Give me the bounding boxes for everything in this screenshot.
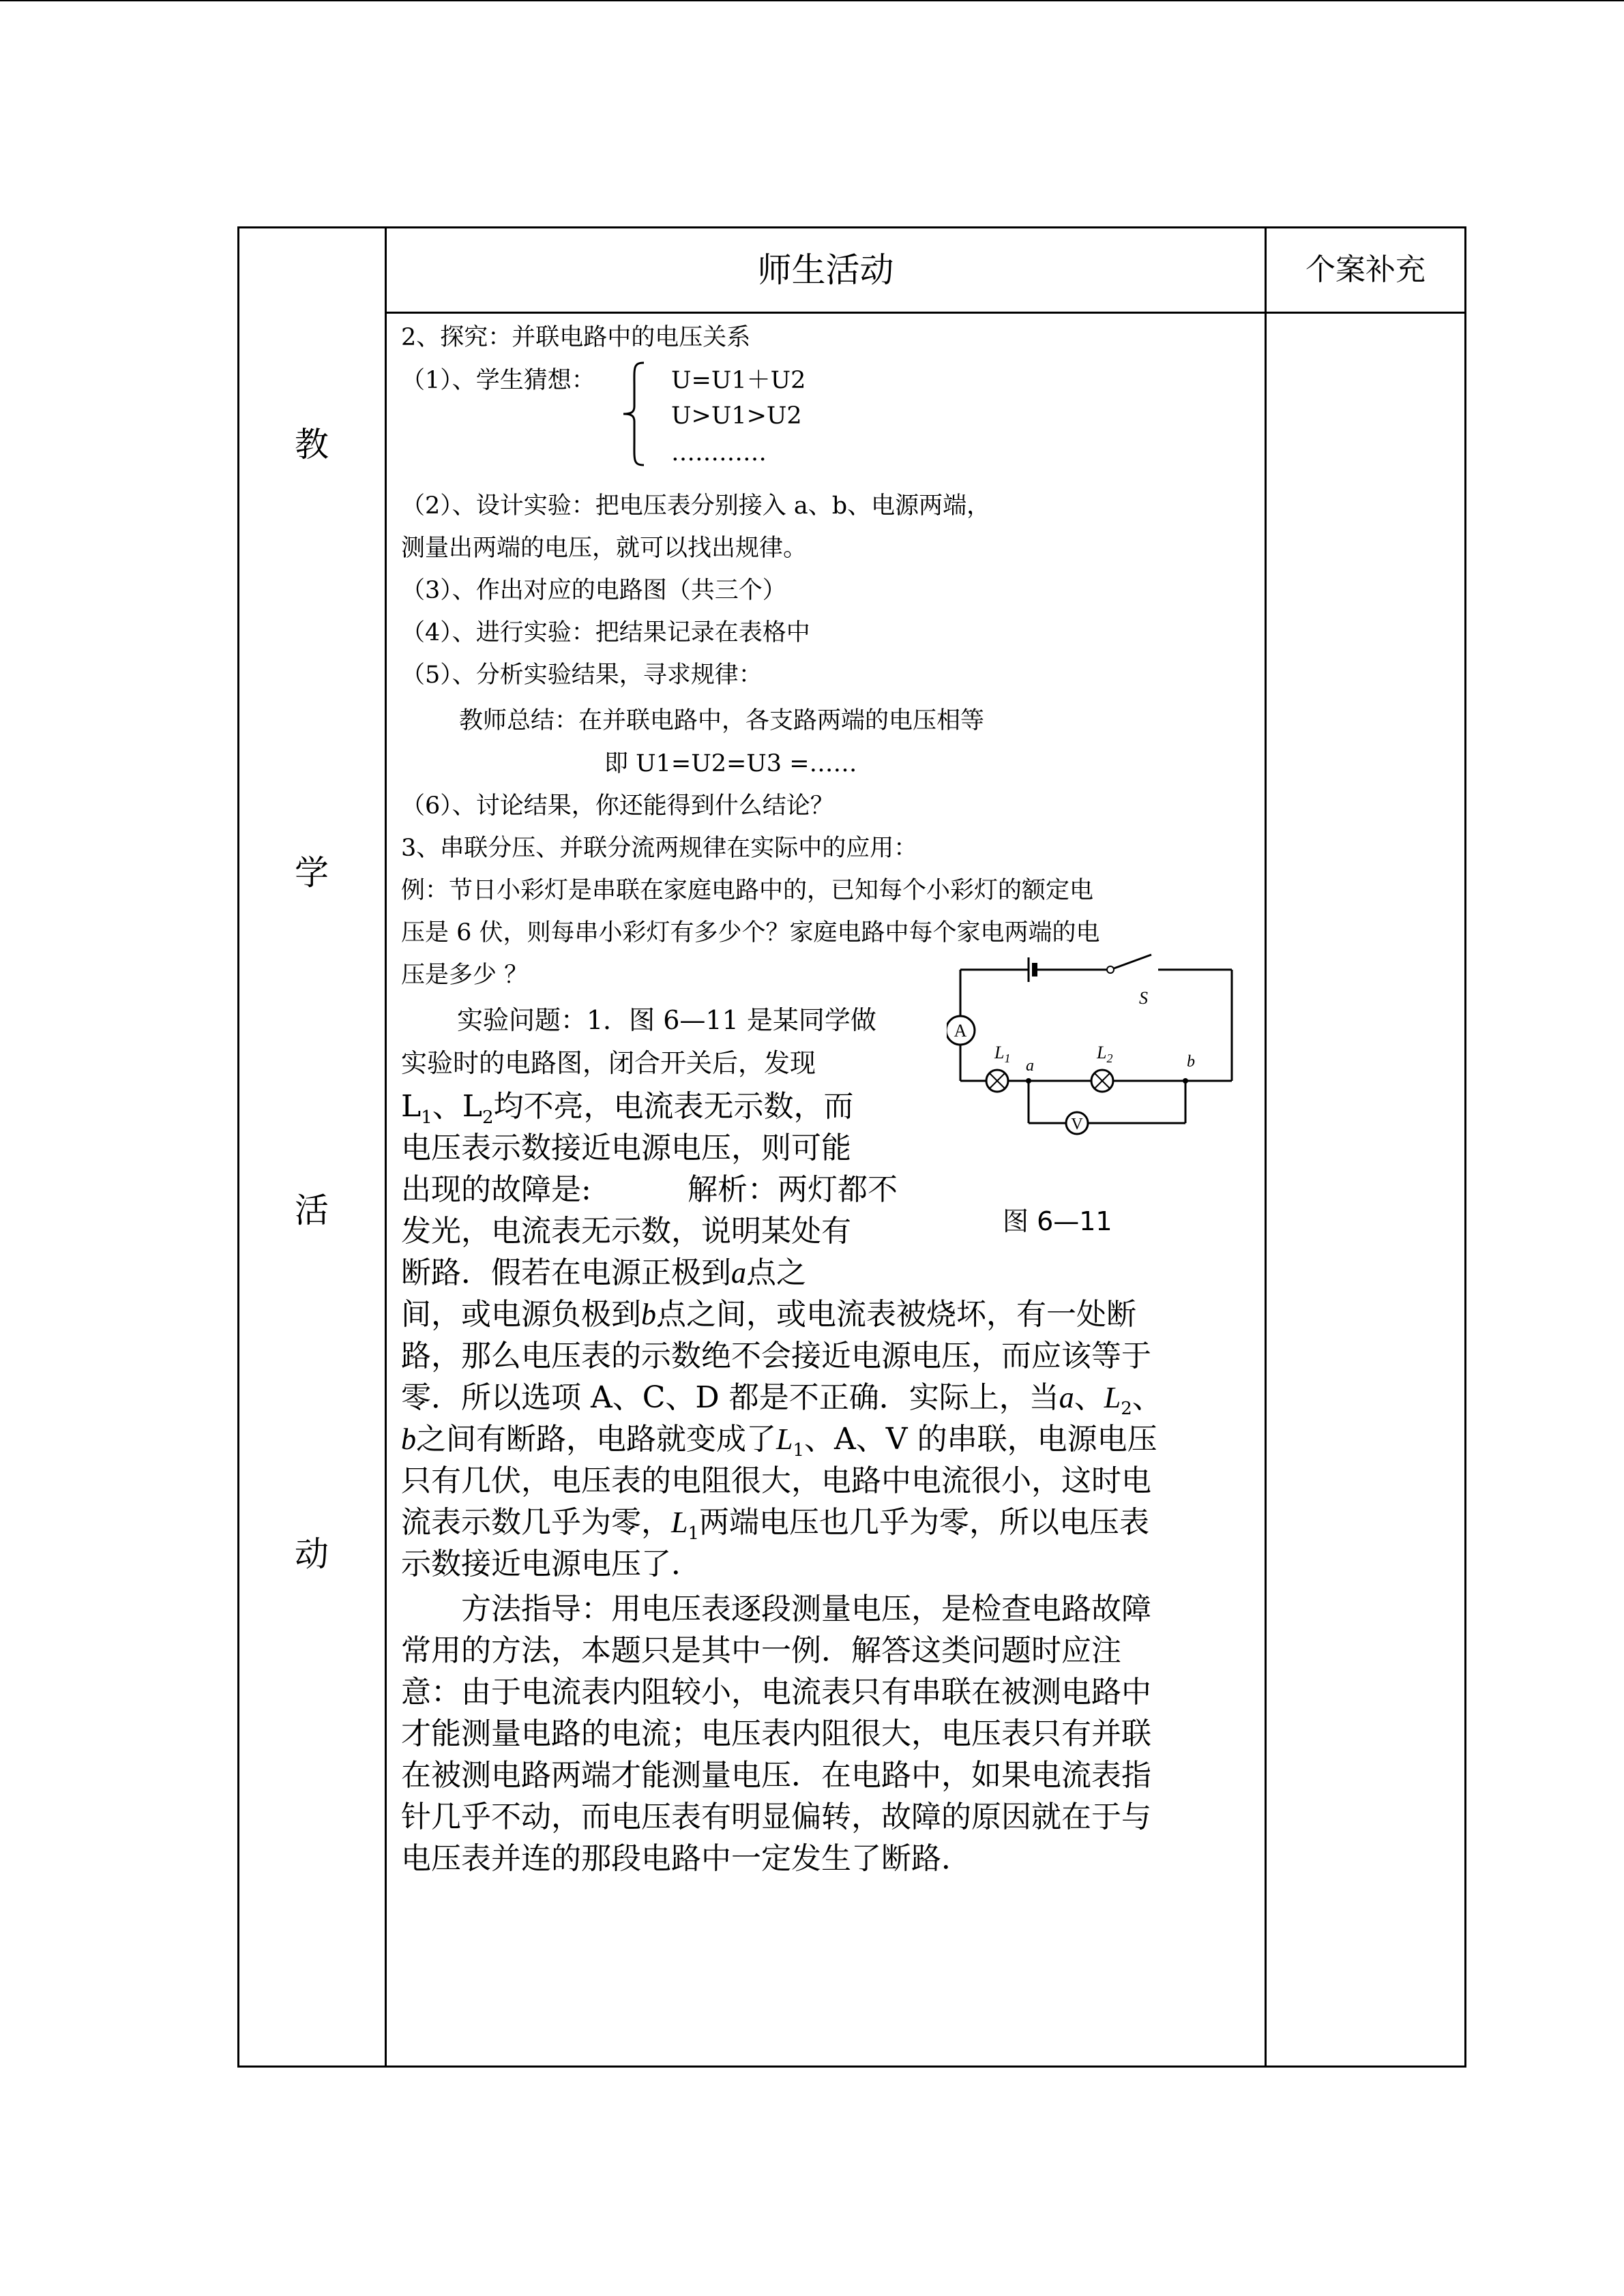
text-line: 电压表并连的那段电路中一定发生了断路．	[401, 1841, 971, 1876]
text-line: 测量出两端的电压，就可以找出规律。	[401, 535, 808, 562]
text-line: （2）、设计实验：把电压表分别接入 a、b、电源两端，	[401, 492, 991, 520]
text-line: （6）、讨论结果，你还能得到什么结论？	[401, 792, 834, 820]
text-line: 3、串联分压、并联分流两规律在实际中的应用：	[401, 835, 918, 862]
brace-icon	[619, 360, 648, 468]
text-line: 零．所以选项 A、C、D 都是不正确．实际上，当a、$L_2$、	[401, 1380, 1162, 1419]
text-line: 路，那么电压表的示数绝不会接近电源电压，而应该等于	[401, 1339, 1151, 1373]
ammeter-label: A	[954, 1021, 967, 1041]
text-line: 解析：两灯都不	[688, 1172, 898, 1207]
lesson-table	[237, 226, 1466, 2068]
text-line: 意：由于电流表内阻较小，电流表只有串联在被测电路中	[401, 1675, 1151, 1710]
lamp-icon	[1091, 1070, 1113, 1092]
text-line: （4）、进行实验：把结果记录在表格中	[401, 619, 810, 646]
text-line: 实验时的电路图，闭合开关后，发现	[401, 1048, 816, 1078]
text-line: 发光，电流表无示数，说明某处有	[401, 1214, 851, 1249]
text-line: 针几乎不动，而电压表有明显偏转，故障的原因就在于与	[401, 1800, 1151, 1834]
lamp1-label: $L_1$	[994, 1043, 1011, 1065]
side-label-char: 教	[295, 425, 329, 464]
text-line: 流表示数几乎为零，$L_1$两端电压也几乎为零，所以电压表	[401, 1505, 1150, 1544]
text-line: 电压表示数接近电源电压，则可能	[401, 1131, 851, 1165]
text-line: 实验问题：1．图 6—11 是某同学做	[457, 1005, 876, 1035]
header-side: 个案补充	[1305, 252, 1426, 287]
hypothesis-option: U=U1＋U2	[671, 367, 806, 394]
side-label-char: 动	[295, 1534, 329, 1574]
circuit-diagram	[947, 949, 1243, 1174]
table-divider-2	[1265, 226, 1267, 2068]
point-a-label: a	[1026, 1057, 1034, 1075]
header-main: 师生活动	[757, 250, 894, 290]
text-line: b之间有断路，电路就变成了$L_1$、A、V 的串联，电源电压	[401, 1422, 1157, 1461]
text-line: 只有几伏，电压表的电阻很大，电路中电流很小，这时电	[401, 1463, 1151, 1498]
text-line: 示数接近电源电压了．	[401, 1547, 701, 1581]
text-line: 出现的故障是:	[401, 1172, 591, 1207]
text-line: $L_1$、$L_2$均不亮，电流表无示数，而	[401, 1089, 854, 1128]
text-line: 即 U1=U2=U3 =……	[604, 750, 857, 777]
text-line: 常用的方法，本题只是其中一例．解答这类问题时应注	[401, 1633, 1121, 1668]
page-top-border	[0, 0, 1624, 1]
figure-caption: 图 6—11	[1003, 1206, 1112, 1236]
text-line: 教师总结：在并联电路中，各支路两端的电压相等	[459, 707, 985, 734]
text-line: 压是多少 ？	[401, 961, 529, 989]
text-line: 例：节日小彩灯是串联在家庭电路中的，已知每个小彩灯的额定电	[401, 877, 1094, 904]
voltmeter-label: V	[1071, 1116, 1083, 1133]
side-label-char: 活	[295, 1191, 329, 1230]
text-line: 才能测量电路的电流；电压表内阻很大，电压表只有并联	[401, 1716, 1151, 1751]
lamp2-label: $L_2$	[1097, 1043, 1113, 1065]
lamp-icon	[986, 1070, 1008, 1092]
text-line: 压是 6 伏，则每串小彩灯有多少个？家庭电路中每个家电两端的电	[401, 919, 1100, 946]
table-divider-1	[385, 226, 387, 2068]
hypothesis-option: …………	[671, 439, 767, 466]
text-line: 2、探究：并联电路中的电压关系	[401, 324, 751, 351]
text-line: 方法指导：用电压表逐段测量电压，是检查电路故障	[461, 1592, 1151, 1626]
table-border-right	[1464, 226, 1466, 2068]
side-label-char: 学	[295, 853, 329, 893]
text-line: 在被测电路两端才能测量电压．在电路中，如果电流表指	[401, 1758, 1151, 1793]
switch-label: S	[1139, 988, 1148, 1008]
text-line: （3）、作出对应的电路图（共三个）	[401, 577, 786, 604]
table-border-bottom	[237, 2066, 1466, 2068]
text-line: 间，或电源负极到b点之间，或电流表被烧坏，有一处断	[401, 1297, 1136, 1332]
hypothesis-option: U>U1>U2	[671, 402, 802, 430]
text-line: （5）、分析实验结果，寻求规律：	[401, 661, 763, 689]
table-border-left	[237, 226, 239, 2068]
text-line: 断路．假若在电源正极到a点之	[401, 1255, 806, 1290]
point-b-label: b	[1187, 1053, 1195, 1071]
text-line: （1）、学生猜想：	[401, 367, 595, 394]
